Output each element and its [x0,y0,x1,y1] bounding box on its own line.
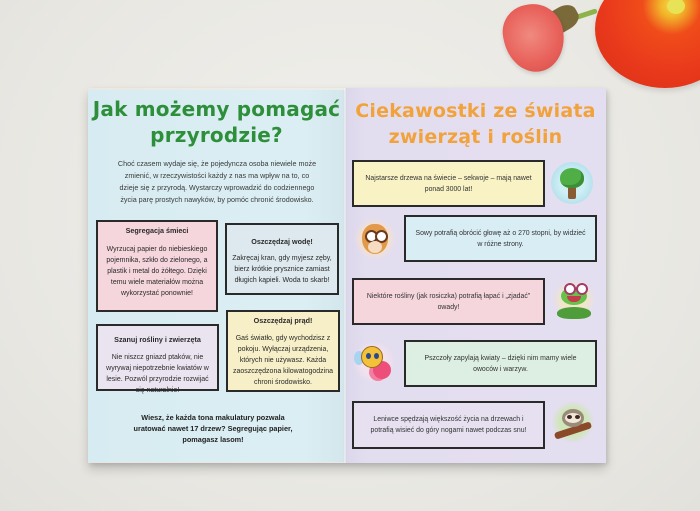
booklet-spine [343,88,347,463]
fact-box-owl [404,215,597,262]
fact-box-sequoia [352,160,545,207]
card-body: Zakręcaj kran, gdy myjesz zęby, bierz krótkie prysznice zamiast długich kąpieli. Woda to skarb! [232,255,332,284]
right-page-title: Ciekawostki ze świata zwierząt i roślin [355,100,596,148]
fact-box-bees [404,340,597,387]
card-title: Szanuj rośliny i zwierzęta [114,335,201,344]
card-title: Segregacja śmieci [125,226,189,235]
tree-icon [551,162,593,204]
left-page [88,90,345,462]
tip-card-save-water [225,223,339,295]
sloth-icon [552,401,594,443]
fact-text: Najstarsze drzewa na świecie – sekwoje – mają nawet ponad 3000 lat! [365,174,532,193]
fact-box-sundew [352,278,545,325]
owl-icon [354,218,396,260]
fact-box-sloth [352,401,545,449]
fact-text: Leniwce spędzają większość życia na drzewach i potrafią wisieć do góry nogami nawet podczas snu! [370,416,527,434]
fact-text: Pszczoły zapylają kwiaty – dzięki nim mamy wiele owoców i warzyw. [424,354,577,373]
closing-fact: Wiesz, że każda tona makulatury pozwala uratować nawet 17 drzew? Segregując papier, pomagasz lasom! [133,413,293,444]
fact-text: Sowy potrafią obrócić głowę aż o 270 stopni, by widzieć w różne strony. [415,229,586,248]
card-body: Nie niszcz gniazd ptaków, nie wyrywaj niepotrzebnie kwiatów w lesie. Pozwól przyrodzie rozwijać się naturalnie! [106,354,209,394]
right-page [345,88,606,463]
tip-card-save-electricity [226,310,340,392]
bee-icon [353,341,395,383]
fact-text: Niektóre rośliny (jak rosiczka) potrafią łapać i „zjadać” owady! [366,292,531,311]
carnivorous-plant-icon [553,279,595,321]
card-body: Gaś światło, gdy wychodzisz z pokoju. Wyłączaj urządzenia, których nie używasz. Każda zaoszczędzona kilowatogodzina chroni środowisko. [232,335,333,386]
card-body: Wyrzucaj papier do niebieskiego pojemnika, szkło do zielonego, a plastik i metal do żółtego. Dzięki temu wiele materiałów można wykorzystać ponownie! [106,246,208,297]
card-title: Oszczędzaj wodę! [251,237,313,246]
open-booklet [88,88,606,463]
tip-card-respect-nature [96,324,219,394]
left-page-title: Jak możemy pomagać przyrodzie? [92,97,341,147]
card-title: Oszczędzaj prąd! [253,316,313,325]
tip-card-waste-sorting [96,220,218,312]
intro-paragraph: Choć czasem wydaje się, że pojedyncza osoba niewiele może zmienić, w rzeczywistości każdy z nas ma wpływ na to, co dzieje się z przyrodą. Wystarczy wprowadzić do codziennego życia parę prostych nawyków, by pomóc chronić środowisko. [117,159,317,204]
